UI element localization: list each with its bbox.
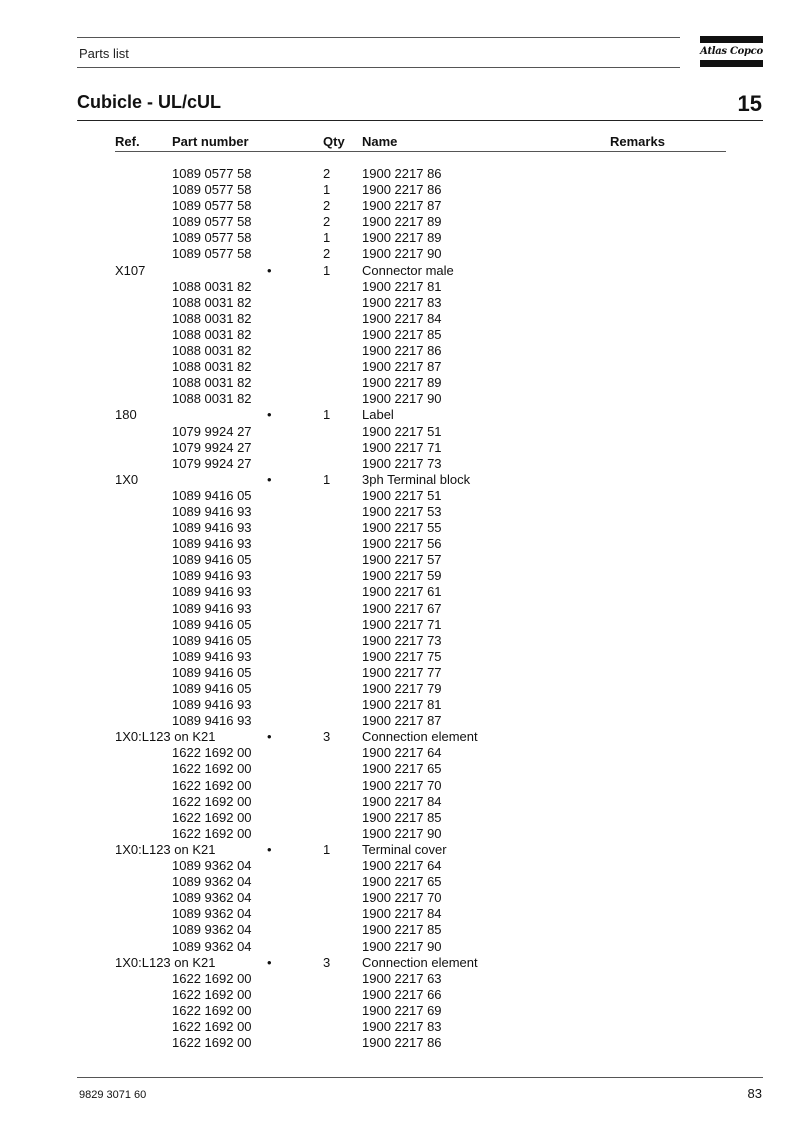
row-part-number: 1089 0577 58: [172, 182, 252, 198]
row-qty: 3: [323, 954, 331, 970]
row-bullet: •: [267, 471, 272, 487]
row-qty: 1: [323, 841, 331, 857]
column-header-name: Name: [362, 134, 398, 149]
row-name: 1900 2217 73: [362, 632, 442, 648]
row-part-number: 1089 0577 58: [172, 198, 252, 214]
row-name: 1900 2217 63: [362, 970, 442, 986]
logo-wordmark: Atlas Copco: [700, 46, 763, 57]
table-row: [0, 536, 800, 552]
table-row: [0, 681, 800, 697]
table-row: [0, 1019, 800, 1035]
row-part-number: 1622 1692 00: [172, 777, 252, 793]
header-rule-bottom: [77, 67, 680, 68]
table-row: [0, 922, 800, 938]
row-name: 1900 2217 87: [362, 198, 442, 214]
row-name: 1900 2217 75: [362, 648, 442, 664]
row-part-number: 1622 1692 00: [172, 1002, 252, 1018]
row-part-number: 1089 9416 05: [172, 681, 252, 696]
table-row: [0, 230, 800, 246]
parts-table-body: [0, 166, 800, 1051]
row-part-number: 1089 9416 93: [172, 584, 252, 600]
row-part-number: 1088 0031 82: [172, 294, 252, 310]
table-row: [0, 295, 800, 311]
table-row: [0, 440, 800, 456]
row-qty: 1: [323, 262, 331, 278]
row-part-number: 1088 0031 82: [172, 278, 252, 294]
table-row: [0, 858, 800, 874]
row-qty: 1: [323, 471, 331, 487]
row-qty: 2: [323, 166, 331, 181]
row-name: 1900 2217 64: [362, 858, 442, 874]
row-name: 1900 2217 71: [362, 616, 442, 632]
row-name: 1900 2217 73: [362, 455, 442, 471]
row-name: 1900 2217 65: [362, 874, 442, 890]
table-row: [0, 1003, 800, 1019]
row-part-number: 1089 0577 58: [172, 166, 252, 181]
row-part-number: 1079 9924 27: [172, 439, 252, 455]
table-row: [0, 955, 800, 971]
row-name: 1900 2217 70: [362, 890, 442, 906]
row-part-number: 1622 1692 00: [172, 761, 252, 777]
row-name: 1900 2217 90: [362, 825, 442, 841]
table-row: [0, 520, 800, 536]
row-name: 1900 2217 90: [362, 391, 442, 407]
table-row: [0, 971, 800, 987]
row-name: 1900 2217 86: [362, 343, 442, 359]
row-part-number: 1089 9362 04: [172, 874, 252, 890]
row-part-number: 1088 0031 82: [172, 391, 252, 407]
title-rule: [77, 120, 763, 121]
row-name: 1900 2217 83: [362, 1018, 442, 1034]
row-bullet: •: [267, 262, 272, 278]
row-part-number: 1622 1692 00: [172, 745, 252, 761]
row-name: 1900 2217 61: [362, 584, 442, 600]
table-row: [0, 939, 800, 955]
row-part-number: 1089 9362 04: [172, 890, 252, 906]
row-part-number: 1088 0031 82: [172, 326, 252, 342]
row-name: 1900 2217 84: [362, 310, 442, 326]
row-part-number: 1089 9416 05: [172, 487, 252, 503]
table-row: [0, 246, 800, 262]
table-row: [0, 407, 800, 423]
table-row: [0, 713, 800, 729]
row-name: 1900 2217 86: [362, 166, 442, 181]
row-part-number: 1079 9924 27: [172, 455, 252, 471]
row-name: Terminal cover: [362, 841, 447, 857]
row-name: 1900 2217 81: [362, 697, 442, 713]
row-name: 1900 2217 51: [362, 423, 442, 439]
row-qty: 1: [323, 182, 331, 198]
row-name: 1900 2217 70: [362, 777, 442, 793]
column-header-qty: Qty: [323, 134, 345, 149]
column-header-part-number: Part number: [172, 134, 249, 149]
table-row: [0, 842, 800, 858]
table-row: [0, 745, 800, 761]
row-part-number: 1089 0577 58: [172, 214, 252, 230]
row-part-number: 1622 1692 00: [172, 970, 252, 986]
row-name: Connection element: [362, 729, 478, 745]
row-part-number: 1089 9416 93: [172, 536, 252, 552]
table-row: [0, 810, 800, 826]
table-row: [0, 327, 800, 343]
row-part-number: 1089 0577 58: [172, 246, 252, 262]
table-row: [0, 391, 800, 407]
row-name: 1900 2217 83: [362, 294, 442, 310]
row-qty: 1: [323, 407, 331, 423]
table-row: [0, 568, 800, 584]
row-name: Label: [362, 407, 394, 423]
table-row: [0, 617, 800, 633]
row-name: 1900 2217 64: [362, 745, 442, 761]
parts-table-header: [0, 134, 800, 150]
row-name: 1900 2217 85: [362, 326, 442, 342]
table-row: [0, 826, 800, 842]
row-name: 1900 2217 79: [362, 681, 442, 696]
table-row: [0, 794, 800, 810]
column-header-ref: Ref.: [115, 134, 140, 149]
table-row: [0, 697, 800, 713]
row-name: 1900 2217 87: [362, 359, 442, 375]
table-header-rule: [115, 151, 726, 152]
row-part-number: 1088 0031 82: [172, 310, 252, 326]
logo-bar-bottom: [700, 60, 763, 67]
row-part-number: 1089 9416 93: [172, 520, 252, 536]
row-qty: 3: [323, 729, 331, 745]
table-row: [0, 279, 800, 295]
table-row: [0, 198, 800, 214]
table-row: [0, 182, 800, 198]
row-part-number: 1089 9416 93: [172, 600, 252, 616]
row-part-number: 1622 1692 00: [172, 986, 252, 1002]
table-row: [0, 488, 800, 504]
table-row: [0, 375, 800, 391]
row-bullet: •: [267, 407, 272, 423]
row-ref: 180: [115, 407, 137, 423]
section-title: Cubicle - UL/cUL: [77, 92, 222, 112]
row-part-number: 1622 1692 00: [172, 1035, 252, 1051]
row-name: 1900 2217 71: [362, 439, 442, 455]
row-part-number: 1622 1692 00: [172, 793, 252, 809]
row-part-number: 1089 0577 58: [172, 230, 252, 246]
row-name: 1900 2217 85: [362, 809, 442, 825]
row-part-number: 1089 9362 04: [172, 906, 252, 922]
logo-bar-top: [700, 36, 763, 43]
row-part-number: 1622 1692 00: [172, 809, 252, 825]
row-name: 1900 2217 65: [362, 761, 442, 777]
row-name: 1900 2217 53: [362, 503, 442, 519]
row-name: 1900 2217 77: [362, 664, 442, 680]
row-name: 1900 2217 56: [362, 536, 442, 552]
row-part-number: 1089 9416 93: [172, 648, 252, 664]
row-name: 1900 2217 87: [362, 713, 442, 729]
table-row: [0, 343, 800, 359]
table-row: [0, 601, 800, 617]
row-name: 1900 2217 86: [362, 182, 442, 198]
row-ref: 1X0:L123 on K21: [115, 729, 216, 745]
table-row: [0, 1035, 800, 1051]
table-row: [0, 987, 800, 1003]
table-row: [0, 263, 800, 279]
table-row: [0, 311, 800, 327]
document-number: 9829 3071 60: [79, 1089, 147, 1101]
row-part-number: 1089 9416 93: [172, 503, 252, 519]
row-part-number: 1088 0031 82: [172, 375, 252, 391]
row-name: Connection element: [362, 954, 478, 970]
row-part-number: 1089 9416 93: [172, 713, 252, 729]
row-qty: 1: [323, 230, 331, 246]
row-name: 1900 2217 84: [362, 793, 442, 809]
row-part-number: 1622 1692 00: [172, 1018, 252, 1034]
row-name: 1900 2217 66: [362, 986, 442, 1002]
row-name: 1900 2217 89: [362, 230, 442, 246]
table-row: [0, 761, 800, 777]
row-part-number: 1089 9416 05: [172, 632, 252, 648]
table-row: [0, 584, 800, 600]
table-row: [0, 890, 800, 906]
table-row: [0, 504, 800, 520]
row-name: 1900 2217 84: [362, 906, 442, 922]
table-row: [0, 359, 800, 375]
row-name: 1900 2217 90: [362, 938, 442, 954]
row-name: 1900 2217 86: [362, 1035, 442, 1051]
row-name: 1900 2217 89: [362, 375, 442, 391]
row-qty: 2: [323, 246, 331, 262]
row-part-number: 1088 0031 82: [172, 343, 252, 359]
row-name: 1900 2217 89: [362, 214, 442, 230]
table-row: [0, 456, 800, 472]
row-name: 1900 2217 57: [362, 552, 442, 568]
table-row: [0, 472, 800, 488]
row-ref: X107: [115, 262, 146, 278]
table-row: [0, 906, 800, 922]
table-row: [0, 552, 800, 568]
row-name: Connector male: [362, 262, 454, 278]
table-row: [0, 633, 800, 649]
row-name: 1900 2217 59: [362, 568, 442, 584]
row-part-number: 1088 0031 82: [172, 359, 252, 375]
row-part-number: 1622 1692 00: [172, 825, 252, 841]
row-part-number: 1089 9416 93: [172, 568, 252, 584]
table-row: [0, 874, 800, 890]
row-bullet: •: [267, 841, 272, 857]
row-name: 1900 2217 55: [362, 520, 442, 536]
row-name: 1900 2217 85: [362, 922, 442, 938]
row-part-number: 1089 9416 05: [172, 664, 252, 680]
row-part-number: 1089 9416 05: [172, 552, 252, 568]
table-row: [0, 729, 800, 745]
atlas-copco-logo: [700, 36, 763, 68]
row-part-number: 1079 9924 27: [172, 423, 252, 439]
row-part-number: 1089 9416 93: [172, 697, 252, 713]
row-ref: 1X0: [115, 471, 139, 487]
row-ref: 1X0:L123 on K21: [115, 841, 216, 857]
row-name: 1900 2217 67: [362, 600, 442, 616]
page-number: 83: [747, 1086, 762, 1101]
table-row: [0, 665, 800, 681]
row-part-number: 1089 9362 04: [172, 938, 252, 954]
row-part-number: 1089 9362 04: [172, 858, 252, 874]
row-name: 1900 2217 69: [362, 1002, 442, 1018]
document-type-label: Parts list: [79, 46, 129, 61]
row-bullet: •: [267, 954, 272, 970]
row-name: 1900 2217 81: [362, 278, 442, 294]
row-qty: 2: [323, 198, 331, 214]
column-header-remarks: Remarks: [610, 134, 665, 149]
table-row: [0, 778, 800, 794]
row-name: 1900 2217 51: [362, 487, 442, 503]
row-qty: 2: [323, 214, 331, 230]
table-row: [0, 424, 800, 440]
row-part-number: 1089 9416 05: [172, 616, 252, 632]
table-row: [0, 214, 800, 230]
row-name: 1900 2217 90: [362, 246, 442, 262]
footer-rule: [77, 1077, 763, 1078]
table-row: [0, 649, 800, 665]
row-bullet: •: [267, 729, 272, 745]
row-part-number: 1089 9362 04: [172, 922, 252, 938]
header-rule-top: [77, 37, 680, 38]
table-row: [0, 166, 800, 182]
section-number: 15: [737, 91, 762, 116]
row-name: 3ph Terminal block: [362, 471, 471, 487]
row-ref: 1X0:L123 on K21: [115, 954, 216, 970]
